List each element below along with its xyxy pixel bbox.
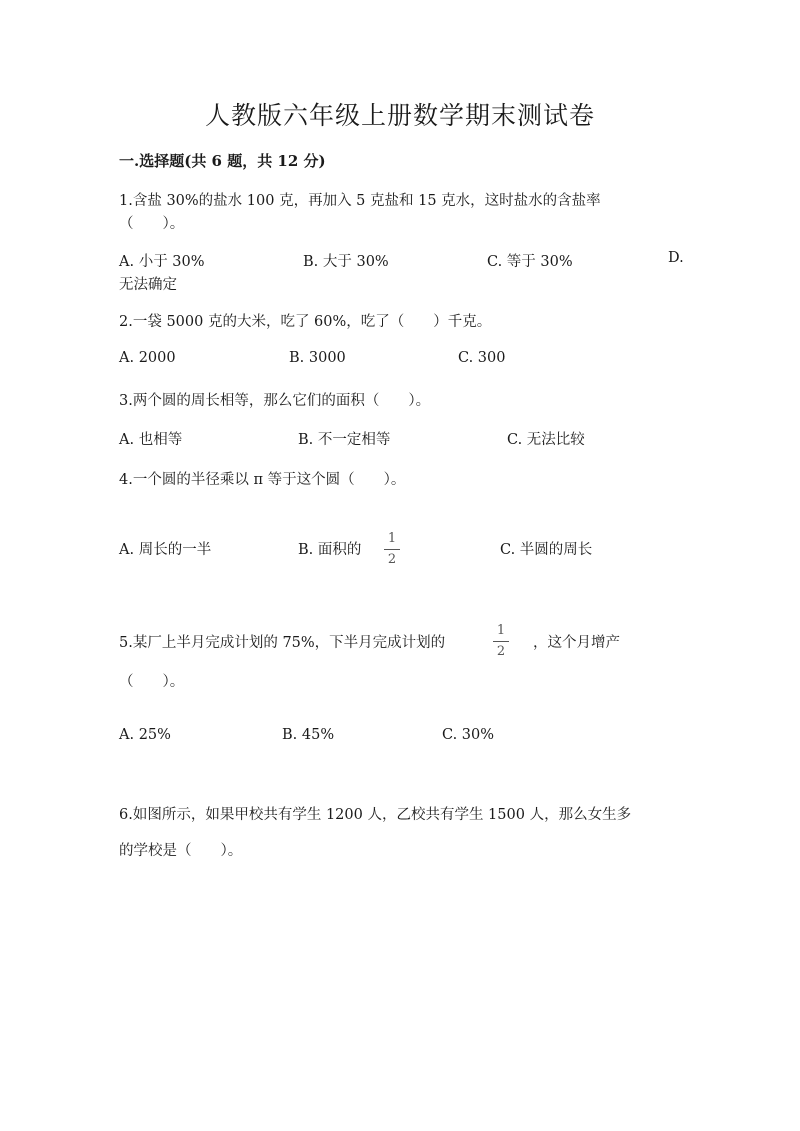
question-1-option-c[interactable]: C. 等于 30% xyxy=(487,254,573,270)
question-1-option-d[interactable]: D. xyxy=(668,250,684,266)
question-3-option-a[interactable]: A. 也相等 xyxy=(119,432,183,448)
question-1-option-b[interactable]: B. 大于 30% xyxy=(303,254,389,270)
question-2-option-c[interactable]: C. 300 xyxy=(458,350,506,366)
fraction-bar xyxy=(384,549,400,550)
fraction-bar xyxy=(493,641,509,642)
question-2-option-a[interactable]: A. 2000 xyxy=(119,350,176,366)
question-5-option-b[interactable]: B. 45% xyxy=(282,727,335,743)
question-3-option-b[interactable]: B. 不一定相等 xyxy=(298,432,391,448)
question-1-option-a[interactable]: A. 小于 30% xyxy=(119,254,205,270)
page-title: 人教版六年级上册数学期末测试卷 xyxy=(204,101,595,130)
fraction-numerator: 1 xyxy=(496,623,506,638)
question-1-stem: 1.含盐 30%的盐水 100 克，再加入 5 克盐和 15 克水，这时盐水的含盐率 xyxy=(119,193,601,209)
question-6-stem-continued: 的学校是（ ）。 xyxy=(119,843,243,859)
question-2-option-b[interactable]: B. 3000 xyxy=(289,350,346,366)
section-heading: 一.选择题(共 6 题，共 12 分) xyxy=(119,152,326,170)
question-5-stem-after-fraction: ，这个月增产 xyxy=(533,635,620,651)
question-4-option-c[interactable]: C. 半圆的周长 xyxy=(500,542,593,558)
question-5-fraction xyxy=(493,624,509,660)
question-1-stem-continued: （ ）。 xyxy=(119,216,185,232)
fraction-denominator: 2 xyxy=(387,552,397,567)
question-5-stem-continued: （ ）。 xyxy=(119,674,185,690)
fraction-denominator: 2 xyxy=(496,644,506,659)
question-4-option-a[interactable]: A. 周长的一半 xyxy=(119,542,212,558)
question-3-option-c[interactable]: C. 无法比较 xyxy=(507,432,585,448)
fraction-numerator: 1 xyxy=(387,531,397,546)
question-5-option-c[interactable]: C. 30% xyxy=(442,727,495,743)
question-6-stem: 6.如图所示，如果甲校共有学生 1200 人，乙校共有学生 1500 人，那么女生多 xyxy=(119,807,632,823)
question-3-stem: 3.两个圆的周长相等，那么它们的面积（ ）。 xyxy=(119,393,431,409)
question-4-fraction xyxy=(384,532,400,568)
question-5-option-a[interactable]: A. 25% xyxy=(119,727,171,743)
question-1-option-d-text[interactable]: 无法确定 xyxy=(119,277,177,293)
question-4-option-b[interactable]: B. 面积的 xyxy=(298,542,362,558)
question-2-stem: 2.一袋 5000 克的大米，吃了 60%，吃了（ ）千克。 xyxy=(119,314,492,330)
question-5-stem: 5.某厂上半月完成计划的 75%，下半月完成计划的 xyxy=(119,635,446,651)
question-4-stem: 4.一个圆的半径乘以 π 等于这个圆（ ）。 xyxy=(119,472,406,488)
